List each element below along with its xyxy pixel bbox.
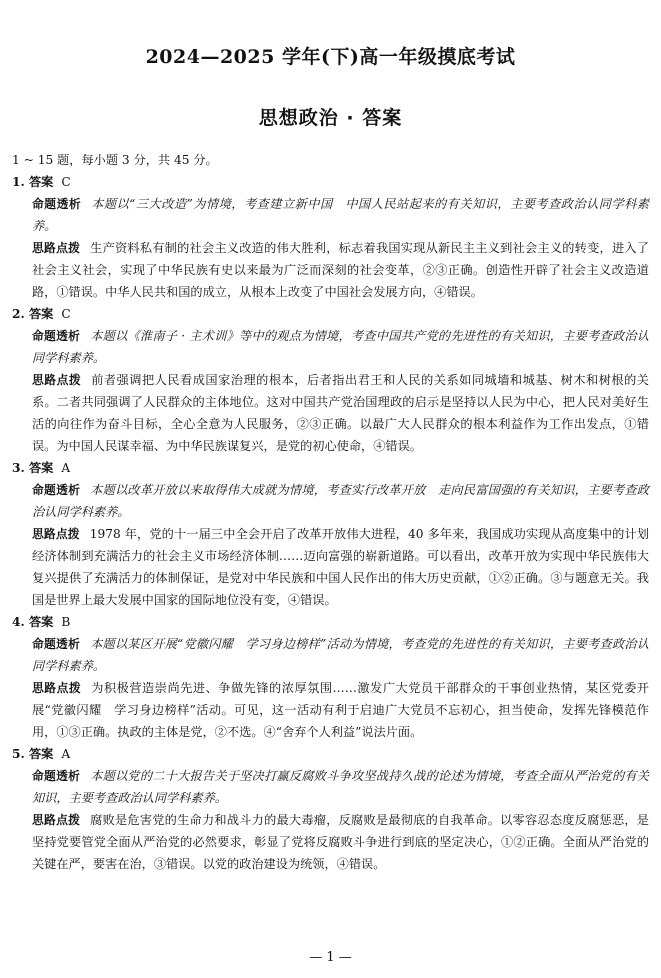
answer-line [12,303,649,325]
hint-label: 思路点拨 [32,681,82,695]
hint-label: 思路点拨 [32,813,81,827]
analysis-label: 命题透析 [32,329,81,343]
hint-paragraph [12,523,649,611]
hint-text: 生产资料私有制的社会主义改造的伟大胜利，标志着我国实现从新民主主义到社会主义的转变，进入了社会主义社会，实现了中华民族有史以来最为广泛而深刻的社会变革，②③正确。创造性开辟了社会主义改造道路，①错误。中华人民共和国的成立，从根本上改变了中国社会发展方向，④错误。 [32,241,649,299]
subject-title: 思想政治 · 答案 [258,107,403,129]
question-number: 5. [12,747,25,761]
analysis-text: 本题以《淮南子 · 主术训》等中的观点为情境，考查中国共产党的先进性的有关知识，主要考查政治认同学科素养。 [32,329,649,365]
hint-label: 思路点拨 [32,241,81,255]
analysis-text: 本题以改革开放以来取得伟大成就为情境，考查实行改革开放 走向民富国强的有关知识，主要考查政治认同学科素养。 [32,483,649,519]
answer-label: 答案 [28,175,54,189]
hint-paragraph [12,809,649,875]
question-number: 4. [12,615,25,629]
question-number: 1. [12,175,25,189]
analysis-label: 命题透析 [32,637,81,651]
answer-letter: C [61,175,71,189]
analysis-paragraph [12,193,649,237]
answer-letter: A [61,461,71,475]
answer-line [12,611,649,633]
analysis-paragraph [12,325,649,369]
question-list [12,171,649,875]
answer-label: 答案 [28,461,54,475]
answer-label: 答案 [28,307,54,321]
question-number: 3. [12,461,25,475]
hint-label: 思路点拨 [32,373,82,387]
analysis-paragraph [12,479,649,523]
question-item [12,611,649,743]
analysis-paragraph [12,765,649,809]
hint-text: 腐败是危害党的生命力和战斗力的最大毒瘤，反腐败是最彻底的自我革命。以零容忍态度反腐惩恶，是坚持党要管党全面从严治党的必然要求，彰显了党将反腐败斗争进行到底的坚定决心，①②正确。全面从严治党的关键在严，要害在治，③错误。以党的政治建设为统领，④错误。 [32,813,649,871]
analysis-text: 本题以党的二十大报告关于坚决打赢反腐败斗争攻坚战持久战的论述为情境，考查全面从严治党的有关知识，主要考查政治认同学科素养。 [32,769,649,805]
page-number: — 1 — [309,950,352,965]
hint-text: 前者强调把人民看成国家治理的根本，后者指出君王和人民的关系如同城墙和城基、树木和树根的关系。二者共同强调了人民群众的主体地位。这对中国共产党治国理政的启示是坚持以人民为中心，把人民对美好生活的向往作为奋斗目标，全心全意为人民服务，②③正确。以最广大人民群众的根本利益作为工作出发点，①错误。为中国人民谋幸福、为中华民族谋复兴，是党的初心使命，④错误。 [32,373,649,453]
analysis-label: 命题透析 [32,483,81,497]
answer-letter: B [61,615,71,629]
hint-text: 为积极营造崇尚先进、争做先锋的浓厚氛围……激发广大党员干部群众的干事创业热情，某区党委开展“党徽闪耀 学习身边榜样”活动。可见，这一活动有利于启迪广大党员不忘初心，担当使命，发挥先锋模范作用，①③正确。执政的主体是党，②不选。④“舍弃个人利益”说法片面。 [32,681,649,739]
answer-content [12,149,649,875]
answer-line [12,743,649,765]
answer-line [12,457,649,479]
hint-paragraph [12,369,649,457]
question-item [12,171,649,303]
question-number: 2. [12,307,25,321]
analysis-text: 本题以某区开展“党徽闪耀 学习身边榜样”活动为情境，考查党的先进性的有关知识，主要考查政治认同学科素养。 [32,637,649,673]
analysis-text: 本题以“三大改造”为情境，考查建立新中国 中国人民站起来的有关知识，主要考查政治认同学科素养。 [32,197,649,233]
analysis-label: 命题透析 [32,197,82,211]
hint-paragraph [12,237,649,303]
question-item [12,303,649,457]
exam-title: 2024—2025 学年(下)高一年级摸底考试 [145,46,516,68]
answer-label: 答案 [28,747,54,761]
hint-text: 1978 年，党的十一届三中全会开启了改革开放伟大进程，40 多年来，我国成功实现从高度集中的计划经济体制到充满活力的社会主义市场经济体制……迈向富强的崭新道路。可以看出，改革开放为实现中华民族伟大复兴提供了充满活力的体制保证，是党对中华民族和中国人民作出的伟大历史贡献，①②正确。③与题意无关。我国是世界上最大发展中国家的国际地位没有变，④错误。 [32,527,649,607]
analysis-paragraph [12,633,649,677]
score-intro: 1 ~ 15 题，每小题 3 分，共 45 分。 [12,153,218,167]
question-item [12,743,649,875]
question-item [12,457,649,611]
hint-paragraph [12,677,649,743]
analysis-label: 命题透析 [32,769,81,783]
answer-letter: A [61,747,71,761]
hint-label: 思路点拨 [32,527,80,541]
answer-line [12,171,649,193]
answer-letter: C [61,307,71,321]
answer-label: 答案 [28,615,54,629]
